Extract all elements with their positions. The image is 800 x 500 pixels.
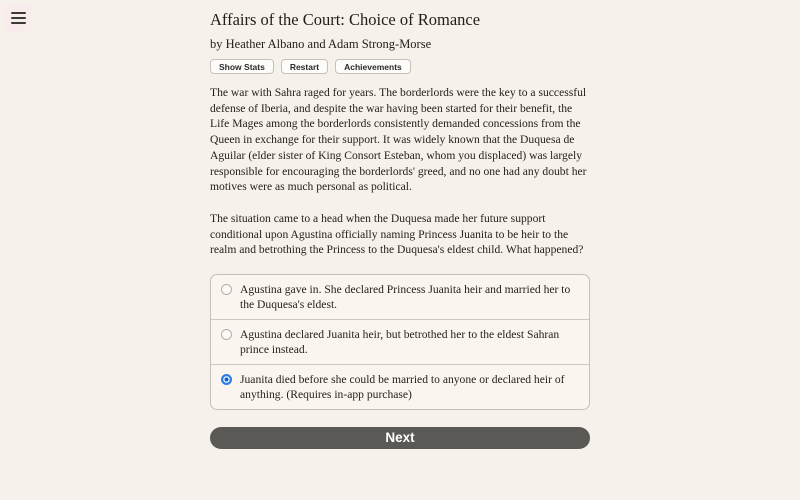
hamburger-icon: [11, 9, 26, 27]
radio-selected-icon[interactable]: [221, 374, 232, 385]
choice-option-label: Juanita died before she could be married to anyone or declared heir of anything. (Requires in-app purchase): [240, 373, 565, 402]
next-button[interactable]: Next: [210, 427, 590, 449]
show-stats-button[interactable]: Show Stats: [210, 59, 274, 74]
choice-option[interactable]: [211, 364, 589, 409]
toolbar: [210, 59, 590, 74]
choice-option-label: Agustina declared Juanita heir, but betrothed her to the eldest Sahran prince instead.: [240, 328, 560, 357]
content-column: [210, 6, 590, 449]
restart-button[interactable]: Restart: [281, 59, 328, 74]
choice-option[interactable]: [211, 275, 589, 319]
page-title: Affairs of the Court: Choice of Romance: [210, 10, 481, 29]
radio-unselected-icon[interactable]: [221, 284, 232, 295]
achievements-button[interactable]: Achievements: [335, 59, 411, 74]
choice-option-label: Agustina gave in. She declared Princess Juanita heir and married her to the Duquesa's eldest.: [240, 283, 571, 312]
byline: by Heather Albano and Adam Strong-Morse: [210, 37, 432, 51]
choice-option[interactable]: [211, 319, 589, 364]
story-text: [210, 85, 590, 258]
choices-group: [210, 274, 590, 410]
story-paragraph: The situation came to a head when the Duquesa made her future support conditional upon Agustina officially naming Princess Juanita to be heir to the realm and betrothing the Princess to the Duquesa's eldest child. What happened?: [210, 211, 584, 257]
story-paragraph: The war with Sahra raged for years. The borderlords were the key to a successful defense of Iberia, and despite the war having been started for their benefit, the Life Mages among the borderlords consistently demanded concessions from the Queen in exchange for their support. It was widely known that the Duquesa de Aguilar (elder sister of King Consort Esteban, whom you displaced) was largely responsible for encouraging the borderlords' greed, and no one had any doubt her motives were as much personal as political.: [210, 86, 587, 194]
radio-unselected-icon[interactable]: [221, 329, 232, 340]
menu-button[interactable]: [4, 4, 32, 32]
